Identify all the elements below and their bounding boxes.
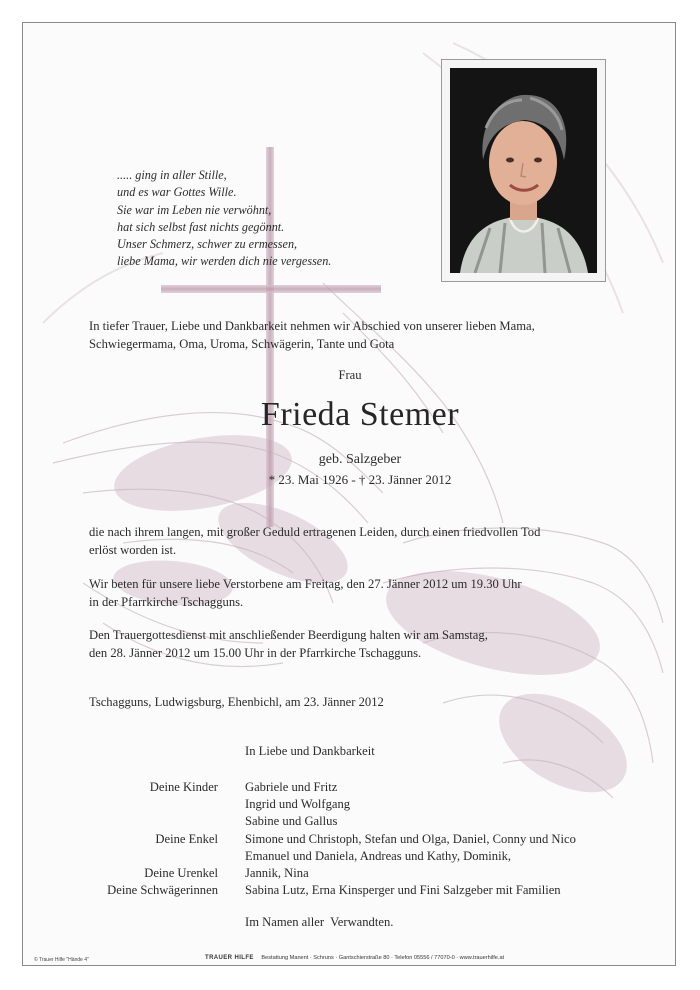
birth-name: geb. Salzgeber	[318, 452, 402, 467]
footer-copyright: © Trauer Hilfe "Hände 4"	[34, 957, 89, 963]
paragraph-line: Den Trauergottesdienst mit anschließender Beerdigung halten wir am Samstag,	[89, 628, 488, 642]
family-names: Simone und Christoph, Stefan und Olga, Daniel, Conny und Nico	[245, 831, 576, 846]
cross-horizontal-bar	[161, 285, 381, 293]
family-list	[60, 779, 680, 899]
poem	[117, 167, 417, 271]
portrait-photo	[450, 68, 597, 273]
family-row	[60, 865, 680, 882]
family-relation: Deine Schwägerinnen	[107, 883, 218, 898]
family-names: Jannik, Nina	[245, 866, 309, 881]
family-names: Emanuel und Daniela, Andreas und Kathy, Dominik,	[245, 848, 512, 863]
paragraph-line: in der Pfarrkirche Tschagguns.	[89, 594, 244, 609]
family-names: Gabriele und Fritz	[245, 780, 338, 794]
paragraph-line: Wir beten für unsere liebe Verstorbene am Freitag, den 27. Jänner 2012 um 19.30 Uhr	[89, 577, 522, 591]
death-paragraph	[89, 524, 634, 559]
intro-line: Schwiegermama, Oma, Uroma, Schwägerin, Tante und Gota	[89, 336, 395, 351]
family-names: Sabina Lutz, Erna Kinsperger und Fini Salzgeber mit Familien	[245, 883, 561, 898]
intro-line: In tiefer Trauer, Liebe und Dankbarkeit nehmen wir Abschied von unserer lieben Mama,	[89, 319, 535, 333]
family-relation	[60, 796, 218, 813]
family-relation: Deine Enkel	[155, 831, 218, 846]
life-dates: * 23. Mai 1926 - † 23. Jänner 2012	[268, 472, 452, 487]
family-relation	[60, 813, 218, 830]
family-row	[60, 779, 680, 796]
paragraph-line: erlöst worden ist.	[89, 542, 177, 557]
family-relation	[60, 848, 218, 865]
family-row	[60, 813, 680, 830]
footer-details: Bestattung Manent · Schruns · Gantschierstraße 80 · Telefon 05556 / 77070-0 · www.trauerhilfe.at	[261, 955, 505, 961]
poem-line: Unser Schmerz, schwer zu ermessen,	[117, 237, 298, 252]
deceased-name: Frieda Stemer	[260, 396, 460, 433]
paragraph-line: die nach ihrem langen, mit großer Geduld ertragenen Leiden, durch einen friedvollen Tod	[89, 525, 541, 539]
intro-text	[89, 318, 629, 353]
poem-line: Sie war im Leben nie verwöhnt,	[117, 202, 272, 217]
family-row	[60, 882, 680, 899]
funeral-paragraph	[89, 627, 634, 662]
closing-line: In Liebe und Dankbarkeit	[245, 744, 375, 758]
poem-line: hat sich selbst fast nichts gegönnt.	[117, 219, 285, 234]
salutation: Frau	[338, 368, 362, 382]
portrait-frame	[441, 59, 606, 282]
poem-line: liebe Mama, wir werden dich nie vergessen.	[117, 254, 332, 269]
paragraph-line: den 28. Jänner 2012 um 15.00 Uhr in der Pfarrkirche Tschagguns.	[89, 645, 422, 660]
footer-info	[205, 955, 504, 961]
family-row	[60, 796, 680, 813]
portrait-illustration	[450, 68, 597, 273]
place-date-line: Tschagguns, Ludwigsburg, Ehenbichl, am 23. Jänner 2012	[89, 695, 384, 709]
place-date	[89, 694, 634, 712]
family-names: Sabine und Gallus	[245, 814, 338, 829]
family-relation: Deine Urenkel	[144, 866, 218, 881]
family-relation: Deine Kinder	[149, 780, 218, 794]
poem-line: ..... ging in aller Stille,	[117, 168, 227, 182]
family-row	[60, 848, 680, 865]
signoff: Im Namen aller Verwandten.	[245, 915, 394, 929]
prayer-paragraph	[89, 576, 634, 611]
family-names: Ingrid und Wolfgang	[245, 797, 351, 812]
family-row	[60, 831, 680, 848]
poem-line: und es war Gottes Wille.	[117, 185, 237, 200]
footer-brand: TRAUER HILFE	[205, 955, 254, 961]
